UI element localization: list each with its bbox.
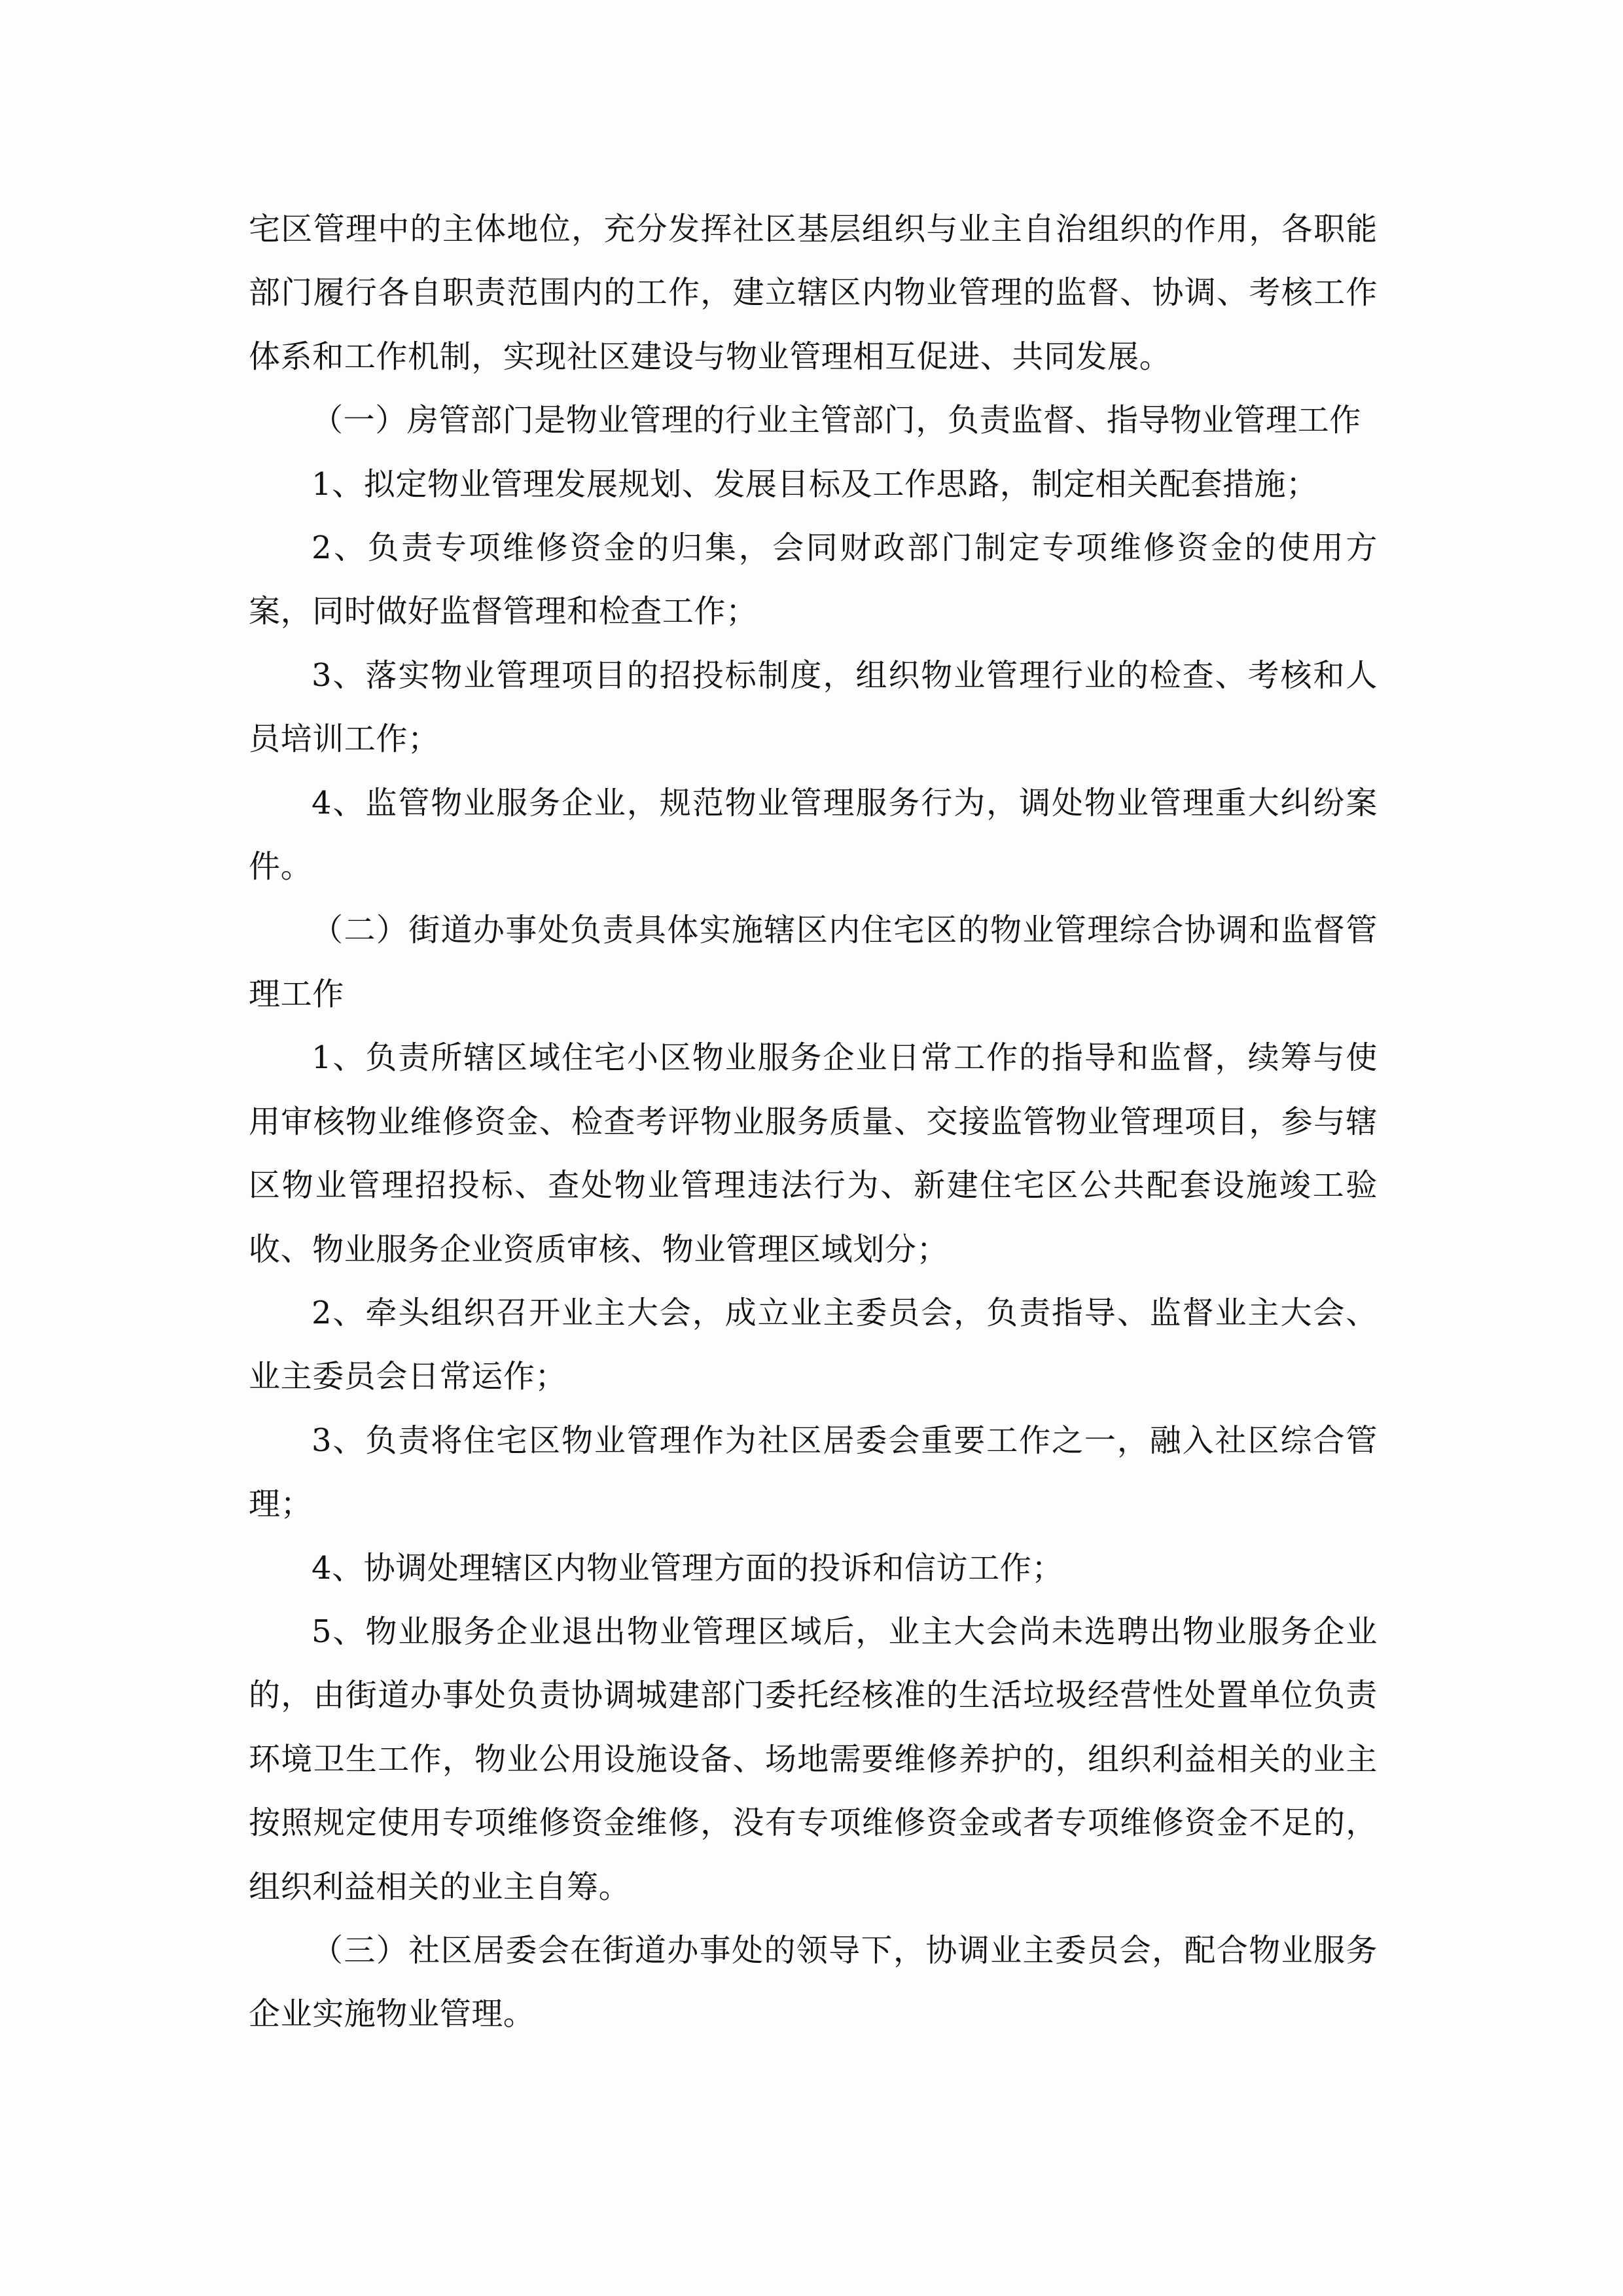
section-heading-1: （一）房管部门是物业管理的行业主管部门，负责监督、指导物业管理工作 — [312, 402, 1361, 439]
section-heading-3: （三）社区居委会在街道办事处的领导下，协调业主委员会，配合物业服务企业实施物业管理。 — [249, 1931, 1378, 2033]
list-item: 4、协调处理辖区内物业管理方面的投诉和信访工作； — [312, 1549, 1063, 1587]
list-item: 4、监管物业服务企业，规范物业管理服务行为，调处物业管理重大纠纷案件。 — [249, 784, 1378, 886]
list-item: 5、物业服务企业退出物业管理区域后，业主大会尚未选聘出物业服务企业的，由街道办事处负责协调城建部门委托经核准的生活垃圾经营性处置单位负责环境卫生工作，物业公用设施设备、场地需要维修养护的，组织利益相关的业主按照规定使用专项维修资金维修，没有专项维修资金或者专项维修资金不足的，组织利益相关的业主自筹。 — [249, 1613, 1378, 1905]
document-page — [249, 198, 1378, 2047]
list-item: 2、牵头组织召开业主大会，成立业主委员会，负责指导、监督业主大会、业主委员会日常运作； — [249, 1294, 1378, 1395]
list-item: 3、负责将住宅区物业管理作为社区居委会重要工作之一，融入社区综合管理； — [249, 1422, 1378, 1523]
list-item: 3、落实物业管理项目的招投标制度，组织物业管理行业的检查、考核和人员培训工作； — [249, 656, 1378, 758]
section-heading-2: （二）街道办事处负责具体实施辖区内住宅区的物业管理综合协调和监督管理工作 — [249, 912, 1378, 1013]
body-paragraph: 宅区管理中的主体地位，充分发挥社区基层组织与业主自治组织的作用，各职能部门履行各自职责范围内的工作，建立辖区内物业管理的监督、协调、考核工作体系和工作机制，实现社区建设与物业管理相互促进、共同发展。 — [249, 211, 1378, 375]
list-item: 2、负责专项维修资金的归集，会同财政部门制定专项维修资金的使用方案，同时做好监督管理和检查工作； — [249, 529, 1378, 630]
list-item: 1、负责所辖区域住宅小区物业服务企业日常工作的指导和监督，续筹与使用审核物业维修资金、检查考评物业服务质量、交接监管物业管理项目，参与辖区物业管理招投标、查处物业管理违法行为、新建住宅区公共配套设施竣工验收、物业服务企业资质审核、物业管理区域划分； — [249, 1039, 1378, 1268]
list-item: 1、拟定物业管理发展规划、发展目标及工作思路，制定相关配套措施； — [312, 465, 1318, 503]
